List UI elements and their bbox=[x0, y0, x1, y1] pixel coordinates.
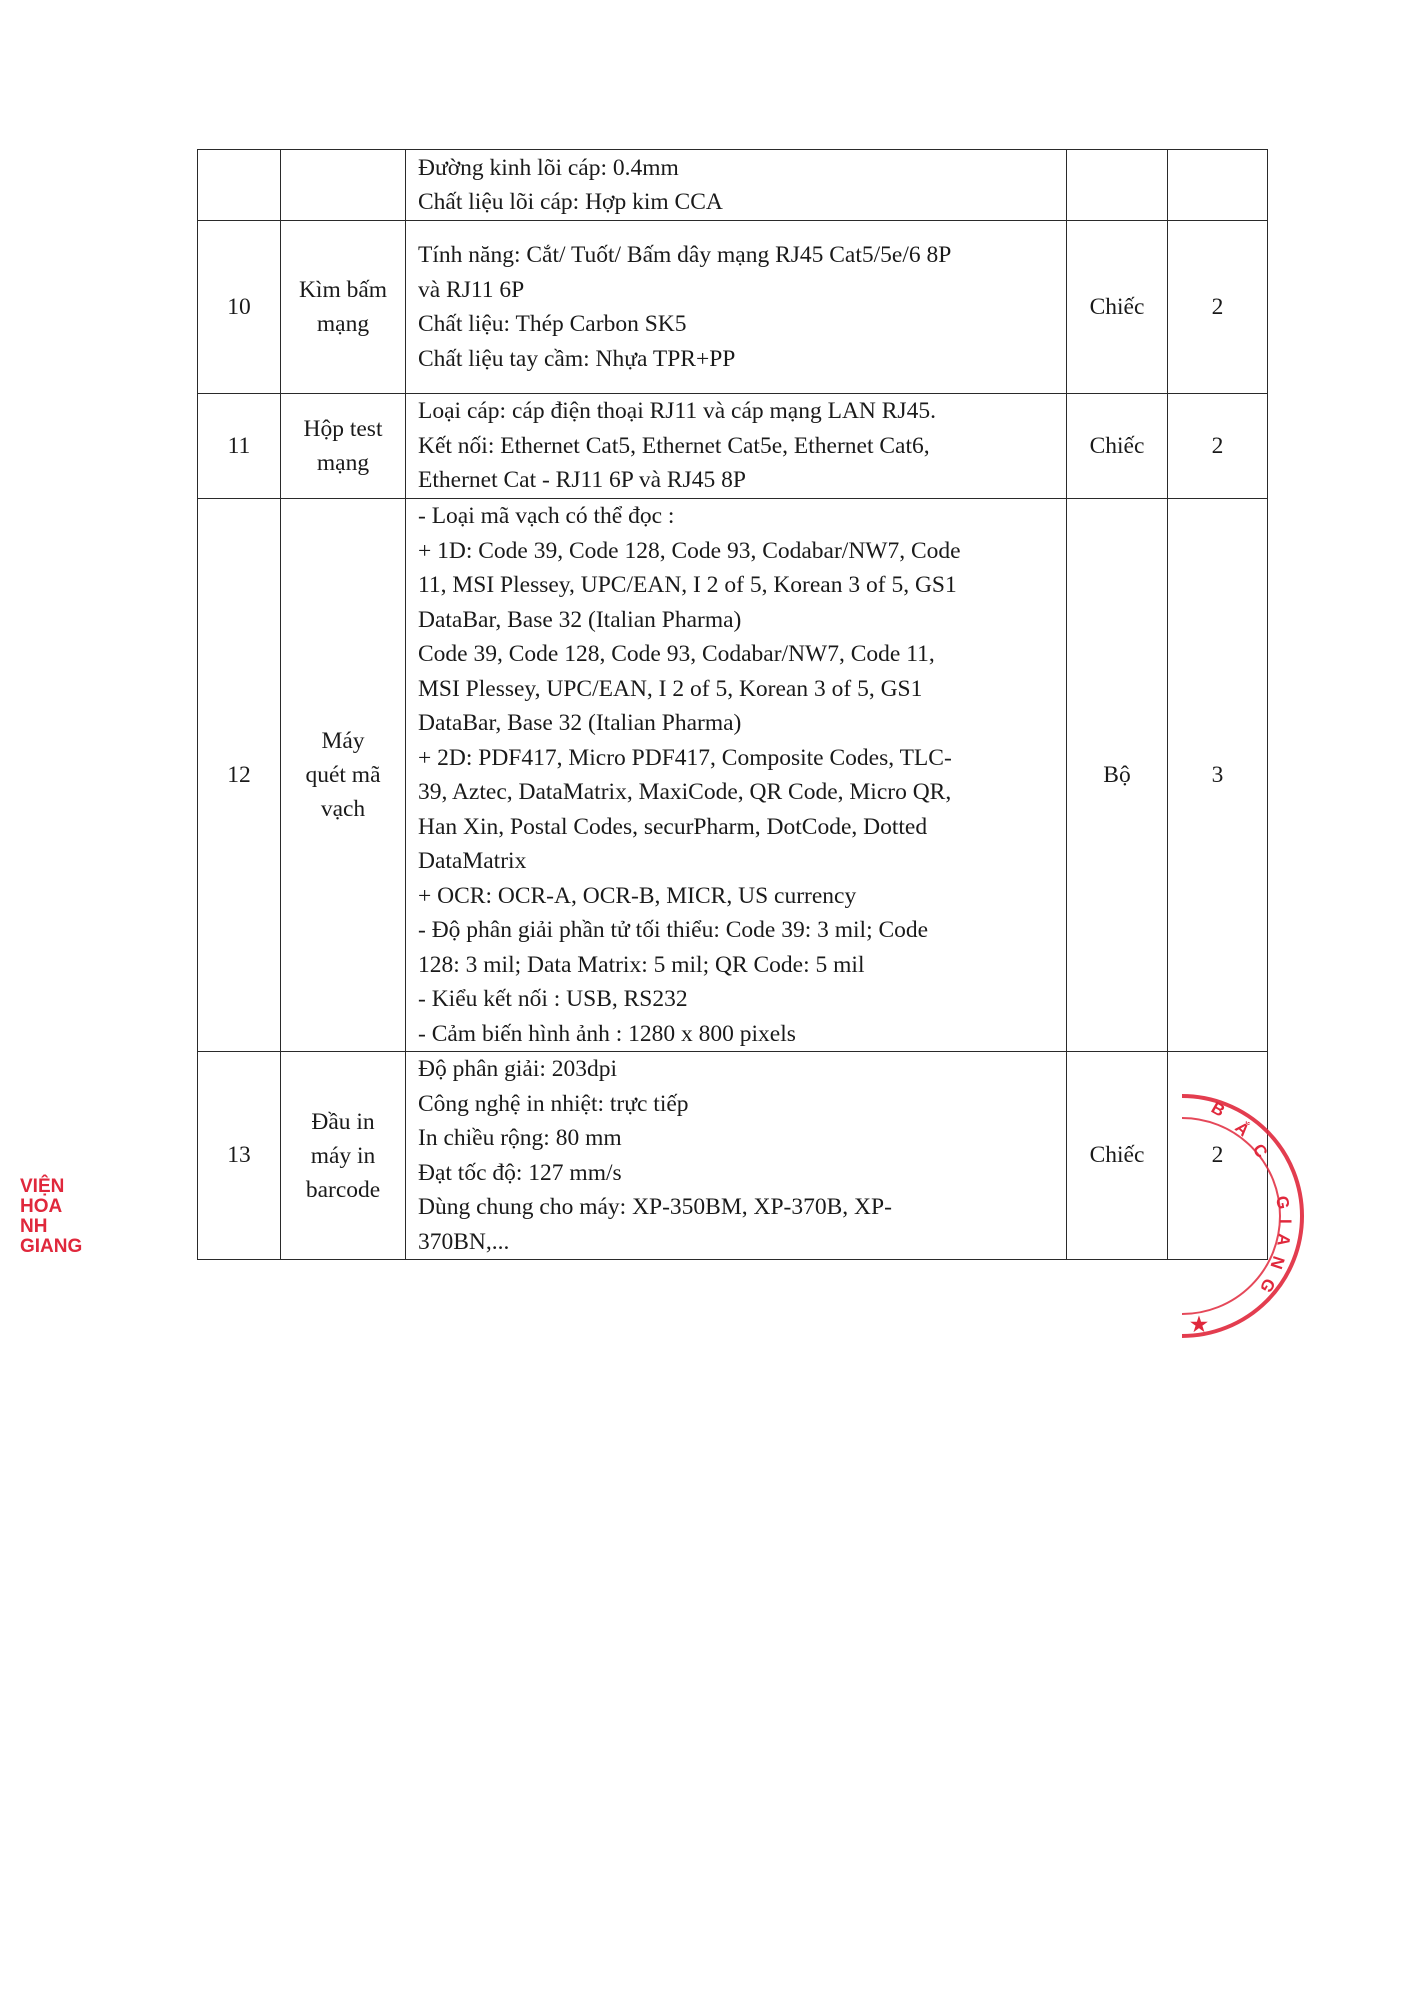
svg-text:G: G bbox=[1255, 1275, 1279, 1296]
table-row-10 bbox=[198, 221, 1268, 394]
cell-unit: Bộ bbox=[1067, 499, 1168, 1052]
seal-text-line: HOA bbox=[20, 1196, 63, 1217]
description-line: - Cảm biến hình ảnh : 1280 x 800 pixels bbox=[418, 1020, 796, 1047]
cell-unit: Chiếc bbox=[1067, 394, 1168, 499]
description-line: - Loại mã vạch có thể đọc : bbox=[418, 503, 675, 529]
description-line: MSI Plessey, UPC/EAN, I 2 of 5, Korean 3 of 5, GS1 bbox=[418, 675, 923, 702]
cell-description bbox=[406, 394, 1067, 499]
description-line: + 2D: PDF417, Micro PDF417, Composite Codes, TLC- bbox=[418, 744, 952, 771]
svg-text:Ắ: Ắ bbox=[1231, 1117, 1254, 1141]
cell-name bbox=[281, 499, 406, 1052]
cell-name bbox=[281, 1052, 406, 1260]
description-line: - Kiểu kết nối : USB, RS232 bbox=[418, 986, 688, 1012]
item-name-line: Kìm bấm bbox=[298, 277, 388, 303]
description-line: Kết nối: Ethernet Cat5, Ethernet Cat5e, Ethernet Cat6, bbox=[418, 432, 930, 459]
item-name-line: Máy bbox=[321, 728, 365, 754]
cell-stt: 10 bbox=[198, 221, 281, 394]
description-line: Chất liệu: Thép Carbon SK5 bbox=[418, 311, 687, 337]
cell-description bbox=[406, 150, 1067, 221]
seal-text-line: GIANG bbox=[20, 1236, 83, 1257]
cell-unit: Chiếc bbox=[1067, 1052, 1168, 1260]
cell-stt bbox=[198, 150, 281, 221]
description-line: 370BN,... bbox=[418, 1228, 510, 1255]
item-name-line: Đầu in bbox=[311, 1108, 375, 1135]
equipment-spec-table bbox=[197, 149, 1268, 1260]
cell-description bbox=[406, 499, 1067, 1052]
item-name-line: quét mã bbox=[305, 762, 381, 788]
table-row-12 bbox=[198, 499, 1268, 1052]
svg-text:B: B bbox=[1208, 1098, 1229, 1121]
cell-description bbox=[406, 1052, 1067, 1260]
svg-text:N: N bbox=[1266, 1253, 1289, 1272]
description-line: Công nghệ in nhiệt: trực tiếp bbox=[418, 1090, 689, 1117]
svg-text:A: A bbox=[1273, 1232, 1294, 1248]
description-line: 39, Aztec, DataMatrix, MaxiCode, QR Code, Micro QR, bbox=[418, 779, 952, 805]
svg-text:★: ★ bbox=[1190, 1314, 1208, 1336]
description-line: DataBar, Base 32 (Italian Pharma) bbox=[418, 710, 742, 736]
description-line: + OCR: OCR-A, OCR-B, MICR, US currency bbox=[418, 882, 857, 909]
cell-unit bbox=[1067, 150, 1168, 221]
description-line: Code 39, Code 128, Code 93, Codabar/NW7, Code 11, bbox=[418, 641, 935, 667]
description-line: Đường kinh lõi cáp: 0.4mm bbox=[418, 154, 679, 181]
item-name-line: mạng bbox=[316, 450, 370, 476]
cell-description bbox=[406, 221, 1067, 394]
cell-name bbox=[281, 221, 406, 394]
cell-name bbox=[281, 150, 406, 221]
cell-quantity: 2 bbox=[1168, 221, 1268, 394]
svg-text:G: G bbox=[1272, 1194, 1294, 1211]
table-row-13 bbox=[198, 1052, 1268, 1260]
description-line: DataBar, Base 32 (Italian Pharma) bbox=[418, 606, 742, 633]
item-name-line: mạng bbox=[316, 311, 370, 337]
description-line: Ethernet Cat - RJ11 6P và RJ45 8P bbox=[418, 467, 746, 494]
cell-stt: 12 bbox=[198, 499, 281, 1052]
seal-text-line: NH bbox=[20, 1216, 48, 1237]
cell-unit: Chiếc bbox=[1067, 221, 1168, 394]
official-seal bbox=[1182, 1093, 1314, 1339]
description-line: 128: 3 mil; Data Matrix: 5 mil; QR Code: 5 mil bbox=[418, 951, 865, 978]
description-line: Chất liệu tay cầm: Nhựa TPR+PP bbox=[418, 345, 736, 372]
item-name-line: Hộp test bbox=[303, 416, 383, 442]
description-line: Độ phân giải: 203dpi bbox=[418, 1056, 618, 1082]
cell-quantity: 3 bbox=[1168, 499, 1268, 1052]
svg-text:I: I bbox=[1276, 1219, 1295, 1224]
item-name-line: vạch bbox=[320, 796, 366, 822]
description-line: Tính năng: Cắt/ Tuốt/ Bấm dây mạng RJ45 Cat5/5e/6 8P bbox=[418, 242, 952, 268]
table-row-continued bbox=[198, 150, 1268, 221]
description-line: + 1D: Code 39, Code 128, Code 93, Codabar/NW7, Code bbox=[418, 537, 961, 564]
cell-stt: 13 bbox=[198, 1052, 281, 1260]
item-name-line: máy in bbox=[310, 1142, 376, 1169]
seal-text-line: VIỆN bbox=[20, 1176, 65, 1197]
description-line: Han Xin, Postal Codes, securPharm, DotCode, Dotted bbox=[418, 813, 928, 840]
description-line: - Độ phân giải phần tử tối thiểu: Code 39: 3 mil; Code bbox=[418, 917, 929, 943]
description-line: và RJ11 6P bbox=[418, 276, 525, 303]
cell-name bbox=[281, 394, 406, 499]
description-line: 11, MSI Plessey, UPC/EAN, I 2 of 5, Korean 3 of 5, GS1 bbox=[418, 572, 957, 598]
seal-text bbox=[20, 1177, 82, 1257]
description-line: In chiều rộng: 80 mm bbox=[418, 1125, 622, 1151]
svg-text:C: C bbox=[1248, 1140, 1272, 1162]
description-line: Đạt tốc độ: 127 mm/s bbox=[418, 1159, 622, 1186]
cell-quantity bbox=[1168, 150, 1268, 221]
table-row-11 bbox=[198, 394, 1268, 499]
description-line: Dùng chung cho máy: XP-350BM, XP-370B, XP- bbox=[418, 1194, 892, 1220]
cell-quantity: 2 bbox=[1168, 394, 1268, 499]
item-name-line: barcode bbox=[305, 1176, 381, 1203]
cell-stt: 11 bbox=[198, 394, 281, 499]
description-line: Chất liệu lõi cáp: Hợp kim CCA bbox=[418, 189, 723, 215]
cell-quantity: 2 bbox=[1168, 1052, 1268, 1260]
description-line: DataMatrix bbox=[418, 848, 527, 874]
description-line: Loại cáp: cáp điện thoại RJ11 và cáp mạng LAN RJ45. bbox=[418, 398, 936, 425]
